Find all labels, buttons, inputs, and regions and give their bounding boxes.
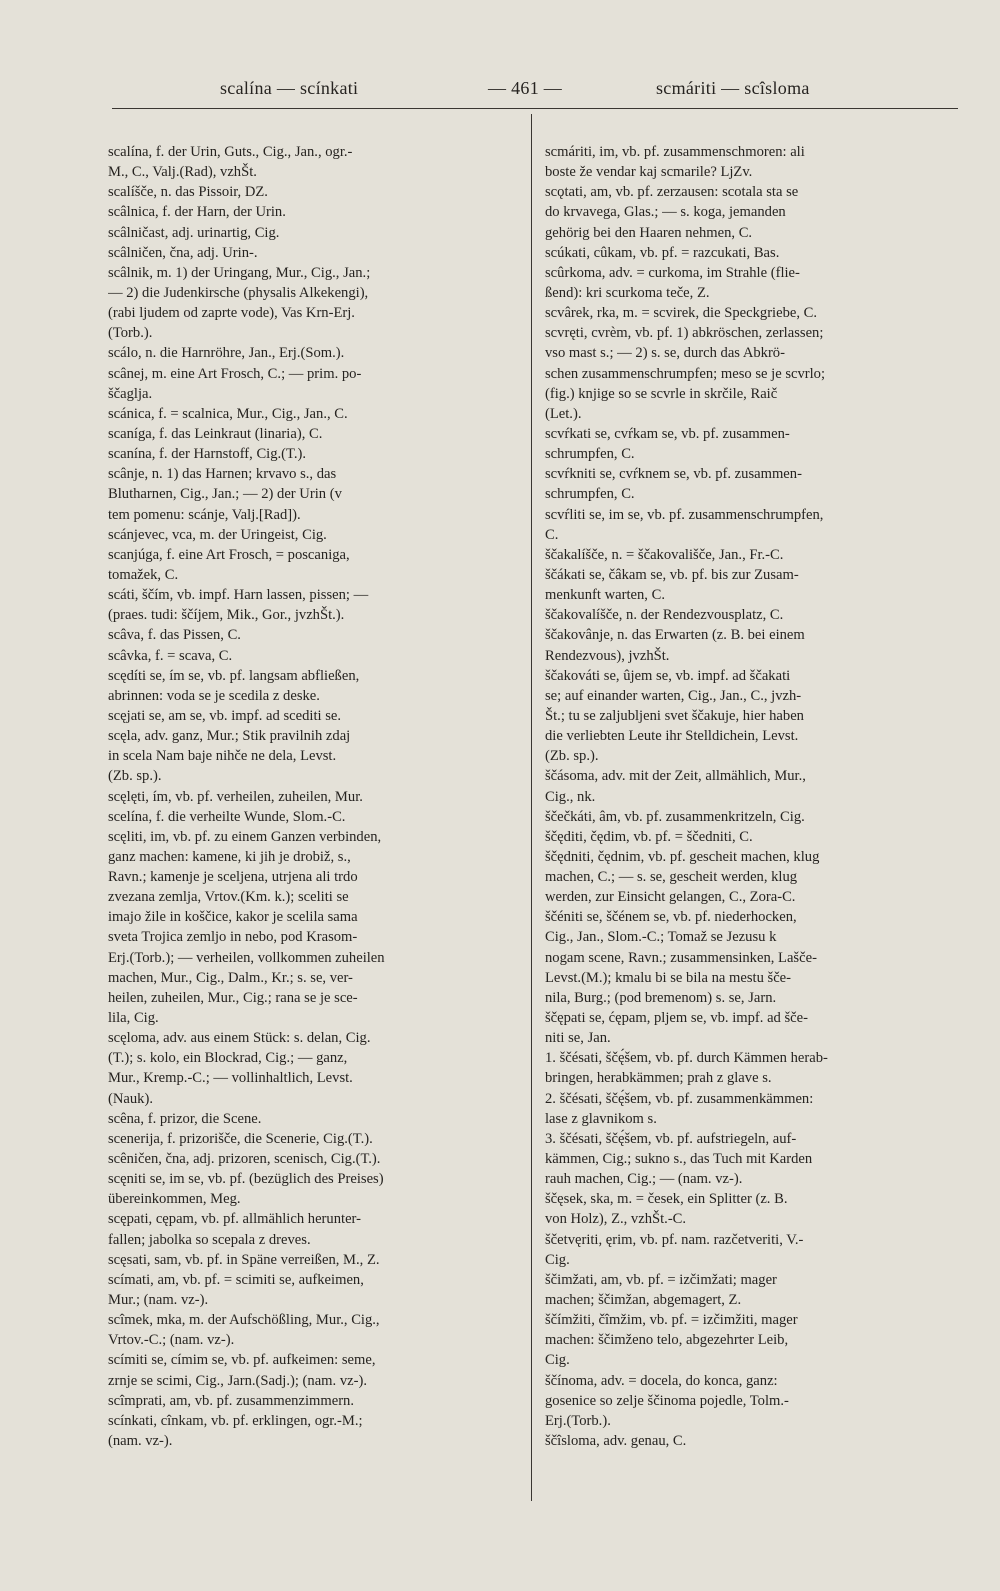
entry-line: ščásoma, adv. mit der Zeit, allmählich, Mur., xyxy=(545,768,806,785)
entry-line: schen zusammenschrumpfen; meso se je scvrlo; xyxy=(545,365,826,382)
left-column xyxy=(108,142,516,1451)
entry-line: die verliebten Leute ihr Stelldichein, Levst. xyxy=(545,728,799,745)
entry-line: Levst.(M.); kmalu bi se bila na mestu šče- xyxy=(545,969,792,986)
entry-line: scúkati, cûkam, vb. pf. = razcukati, Bas. xyxy=(545,244,780,261)
entry-line: scalíšče, n. das Pissoir, DZ. xyxy=(108,184,268,201)
entry-line: heilen, zuheilen, Mur., Cig.; rana se je sce- xyxy=(108,989,358,1006)
entry-line: scâlničen, čna, adj. Urin-. xyxy=(108,244,258,261)
entry-line: machen, C.; — s. se, gescheit werden, klug xyxy=(545,869,798,886)
entry-line: ščakalíšče, n. = ščakovališče, Jan., Fr.-C. xyxy=(545,546,784,563)
entry-line: Vrtov.-C.; (nam. vz-). xyxy=(108,1332,235,1349)
entry-line: scvŕliti se, im se, vb. pf. zusammenschrumpfen, xyxy=(545,506,824,523)
entry-line: scanína, f. der Harnstoff, Cig.(T.). xyxy=(108,446,307,463)
running-header xyxy=(112,78,958,104)
entry-line: Blutharnen, Cig., Jan.; — 2) der Urin (v xyxy=(108,486,342,503)
entry-line: (Torb.). xyxy=(108,325,153,342)
entry-line: scępati, cępam, vb. pf. allmählich herunter- xyxy=(108,1211,361,1228)
entry-line: — 2) die Judenkirsche (physalis Alkekengi), xyxy=(108,284,369,301)
entry-line: boste že vendar kaj scmarile? LjZv. xyxy=(545,164,753,181)
entry-line: scvŕkniti se, cvŕknem se, vb. pf. zusammen- xyxy=(545,466,802,483)
entry-line: ščéniti se, ščénem se, vb. pf. niederhocken, xyxy=(545,909,797,926)
entry-line: ščęsek, ska, m. = česek, ein Splitter (z. B. xyxy=(545,1191,788,1208)
page-number: — 461 — xyxy=(488,78,563,98)
entry-line: Mur.; (nam. vz-). xyxy=(108,1292,209,1309)
entry-line: menkunft warten, C. xyxy=(545,587,665,604)
entry-line: scęla, adv. ganz, Mur.; Stik pravilnih zdaj xyxy=(108,728,351,745)
entry-line: zrnje se scimi, Cig., Jarn.(Sadj.); (nam. vz-). xyxy=(108,1372,367,1389)
entry-line: Rendezvous), jvzhŠt. xyxy=(545,647,670,664)
entry-line: scęniti se, im se, vb. pf. (bezüglich des Preises) xyxy=(108,1171,384,1188)
entry-line: tem pomenu: scánje, Valj.[Rad]). xyxy=(108,506,301,523)
entry-line: (praes. tudi: ščíjem, Mik., Gor., jvzhŠt.). xyxy=(108,607,345,624)
entry-line: lase z glavnikom s. xyxy=(545,1110,657,1127)
entry-line: scvârek, rka, m. = scvirek, die Speckgriebe, C. xyxy=(545,305,818,322)
entry-line: scalína, f. der Urin, Guts., Cig., Jan., ogr.- xyxy=(108,144,353,160)
entry-line: scânej, m. eine Art Frosch, C.; — prim. po- xyxy=(108,365,362,382)
entry-line: ščęditi, čędim, vb. pf. = ščedniti, C. xyxy=(545,828,753,845)
entry-line: rauh machen, Cig.; — (nam. vz-). xyxy=(545,1171,743,1188)
entry-line: scęsati, sam, vb. pf. in Späne verreißen, M., Z. xyxy=(108,1251,380,1268)
entry-line: scâlničast, adj. urinartig, Cig. xyxy=(108,224,280,241)
entry-line: machen; ščimžan, abgemagert, Z. xyxy=(545,1292,742,1309)
entry-line: Št.; tu se zaljubljeni svet ščakuje, hier haben xyxy=(545,707,804,724)
entry-line: scęliti, im, vb. pf. zu einem Ganzen verbinden, xyxy=(108,828,382,845)
entry-line: (rabi ljudem od zaprte vode), Vas Krn-Erj. xyxy=(108,305,355,322)
entry-line: vso mast s.; — 2) s. se, durch das Abkrö- xyxy=(545,345,785,362)
entry-line: ščaglja. xyxy=(108,385,153,402)
entry-line: Ravn.; kamenje je sceljena, utrjena ali trdo xyxy=(108,869,358,886)
entry-line: scaníga, f. das Leinkraut (linaria), C. xyxy=(108,425,323,442)
entry-line: scânje, n. 1) das Harnen; krvavo s., das xyxy=(108,466,337,483)
entry-line: ščępati se, ćępam, pljem se, vb. impf. ad šče- xyxy=(545,1010,809,1027)
entry-line: übereinkommen, Meg. xyxy=(108,1191,241,1208)
entry-line: scêna, f. prizor, die Scene. xyxy=(108,1110,262,1127)
entry-line: 3. ščésati, ščę́šem, vb. pf. aufstriegeln, auf- xyxy=(545,1130,797,1147)
entry-line: ščínoma, adv. = docela, do konca, ganz: xyxy=(545,1372,778,1389)
entry-line: tomažek, C. xyxy=(108,566,179,583)
entry-line: (Zb. sp.). xyxy=(108,768,162,785)
entry-line: scâva, f. das Pissen, C. xyxy=(108,627,241,644)
entry-line: ščakovalíšče, n. der Rendezvousplatz, C. xyxy=(545,607,784,624)
entry-line: schrumpfen, C. xyxy=(545,486,635,503)
entry-line: (Zb. sp.). xyxy=(545,748,599,765)
entry-line: scánjevec, vca, m. der Uringeist, Cig. xyxy=(108,526,327,543)
entry-line: lila, Cig. xyxy=(108,1010,159,1027)
entry-line: Cig., Jan., Slom.-C.; Tomaž se Jezusu k xyxy=(545,929,777,946)
entry-line: scûrkoma, adv. = curkoma, im Strahle (flie- xyxy=(545,264,800,281)
entry-line: Cig., nk. xyxy=(545,788,596,805)
entry-line: scędíti se, ím se, vb. pf. langsam abfließen, xyxy=(108,667,360,684)
entry-line: M., C., Valj.(Rad), vzhŠt. xyxy=(108,164,257,181)
right-column xyxy=(545,142,963,1451)
entry-line: do krvavega, Glas.; — s. koga, jemanden xyxy=(545,204,786,221)
entry-line: scęloma, adv. aus einem Stück: s. delan, Cig. xyxy=(108,1030,371,1047)
entry-line: ščimžati, am, vb. pf. = izčimžati; mager xyxy=(545,1271,777,1288)
entry-line: von Holz), Z., vzhŠt.-C. xyxy=(545,1211,687,1228)
entry-line: machen: ščimženo telo, abgezehrter Leib, xyxy=(545,1332,789,1349)
entry-line: scîmprati, am, vb. pf. zusammenzimmern. xyxy=(108,1392,354,1409)
entry-line: Erj.(Torb.). xyxy=(545,1412,611,1429)
entry-line: gosenice so zelje ščinoma pojedle, Tolm.- xyxy=(545,1392,789,1409)
entry-line: ščakovânje, n. das Erwarten (z. B. bei einem xyxy=(545,627,805,644)
entry-line: C. xyxy=(545,526,559,543)
entry-line: scáti, ščím, vb. impf. Harn lassen, pissen; — xyxy=(108,587,369,604)
entry-line: zvezana zemlja, Vrtov.(Km. k.); sceliti se xyxy=(108,889,349,906)
entry-line: scenerija, f. prizorišče, die Scenerie, Cig.(T.). xyxy=(108,1130,373,1147)
entry-line: scmáriti, im, vb. pf. zusammenschmoren: ali xyxy=(545,144,805,160)
entry-line: imajo žile in koščice, kakor je scelila sama xyxy=(108,909,358,926)
entry-line: scímiti se, címim se, vb. pf. aufkeimen: seme, xyxy=(108,1352,376,1369)
entry-line: Erj.(Torb.); — verheilen, vollkommen zuheilen xyxy=(108,949,385,966)
entry-line: nogam scene, Ravn.; zusammensinken, Lašče- xyxy=(545,949,817,966)
entry-line: kämmen, Cig.; sukno s., das Tuch mit Karden xyxy=(545,1151,813,1168)
entry-line: scâlnik, m. 1) der Uringang, Mur., Cig., Jan.; xyxy=(108,264,371,281)
header-rule xyxy=(112,108,958,109)
entry-line: (nam. vz-). xyxy=(108,1433,173,1449)
header-left-guide-word: scalína — scínkati xyxy=(220,78,359,98)
entry-line: bringen, herabkämmen; prah z glave s. xyxy=(545,1070,772,1087)
entry-line: scelína, f. die verheilte Wunde, Slom.-C. xyxy=(108,808,346,825)
entry-line: scêničen, čna, adj. prizoren, scenisch, Cig.(T.). xyxy=(108,1151,381,1168)
entry-line: scęjati se, am se, vb. impf. ad scediti se. xyxy=(108,707,342,724)
header-right-guide-word: scmáriti — scîsloma xyxy=(656,78,810,98)
entry-line: machen, Mur., Cig., Dalm., Kr.; s. se, ver- xyxy=(108,969,353,986)
entry-line: (T.); s. kolo, ein Blockrad, Cig.; — ganz, xyxy=(108,1050,348,1067)
entry-line: scęlęti, ím, vb. pf. verheilen, zuheilen, Mur. xyxy=(108,788,363,805)
entry-line: scǫtati, am, vb. pf. zerzausen: scotala sta se xyxy=(545,184,799,201)
entry-line: in scela Nam baje nihče ne dela, Levst. xyxy=(108,748,337,765)
entry-line: fallen; jabolka so scepala z dreves. xyxy=(108,1231,311,1248)
entry-line: nila, Burg.; (pod bremenom) s. se, Jarn. xyxy=(545,989,777,1006)
column-divider xyxy=(531,114,532,1501)
entry-line: scîmek, mka, m. der Aufschößling, Mur., Cig., xyxy=(108,1312,380,1329)
entry-line: ščákati se, čâkam se, vb. pf. bis zur Zusam- xyxy=(545,566,799,583)
entry-line: werden, zur Einsicht gelangen, C., Zora-C. xyxy=(545,889,796,906)
entry-line: ščędniti, čędnim, vb. pf. gescheit machen, klug xyxy=(545,848,820,865)
entry-line: 1. ščésati, ščę́šem, vb. pf. durch Kämmen herab- xyxy=(545,1050,828,1067)
entry-line: ščečkáti, âm, vb. pf. zusammenkritzeln, Cig. xyxy=(545,808,805,825)
entry-line: scvręti, cvrèm, vb. pf. 1) abkröschen, zerlassen; xyxy=(545,325,824,342)
entry-line: ščakováti se, ûjem se, vb. impf. ad ščakati xyxy=(545,667,791,684)
entry-line: (Nauk). xyxy=(108,1090,153,1107)
entry-line: Mur., Kremp.-C.; — vollinhaltlich, Levst. xyxy=(108,1070,353,1087)
entry-line: ganz machen: kamene, ki jih je drobiž, s., xyxy=(108,848,351,865)
entry-line: schrumpfen, C. xyxy=(545,446,635,463)
entry-line: (fig.) knjige so se scvrle in skrčile, Raič xyxy=(545,385,778,402)
entry-line: 2. ščésati, ščę́šem, vb. pf. zusammenkämmen: xyxy=(545,1090,814,1107)
entry-line: abrinnen: voda se je scedila z deske. xyxy=(108,687,320,704)
entry-line: scálo, n. die Harnröhre, Jan., Erj.(Som.). xyxy=(108,345,345,362)
entry-line: Cig. xyxy=(545,1352,570,1369)
entry-line: scímati, am, vb. pf. = scimiti se, aufkeimen, xyxy=(108,1271,364,1288)
entry-line: se; auf einander warten, Cig., Jan., C., jvzh- xyxy=(545,687,802,704)
entry-line: sveta Trojica zemljo in nebo, pod Krasom- xyxy=(108,929,358,946)
entry-line: scanjúga, f. eine Art Frosch, = poscaniga, xyxy=(108,546,350,563)
entry-line: scâvka, f. = scava, C. xyxy=(108,647,233,664)
entry-line: niti se, Jan. xyxy=(545,1030,611,1047)
entry-line: Cig. xyxy=(545,1251,570,1268)
entry-line: gehörig bei den Haaren nehmen, C. xyxy=(545,224,753,241)
entry-line: (Let.). xyxy=(545,405,582,422)
entry-line: scvŕkati se, cvŕkam se, vb. pf. zusammen- xyxy=(545,425,790,442)
entry-line: ščîsloma, adv. genau, C. xyxy=(545,1433,687,1449)
entry-line: scâlnica, f. der Harn, der Urin. xyxy=(108,204,286,221)
entry-line: ščetvęriti, ęrim, vb. pf. nam. razčetveriti, V.- xyxy=(545,1231,804,1248)
entry-line: ßend): kri scurkoma teče, Z. xyxy=(545,284,710,301)
entry-line: scínkati, cînkam, vb. pf. erklingen, ogr.-M.; xyxy=(108,1412,363,1429)
entry-line: scánica, f. = scalnica, Mur., Cig., Jan., C. xyxy=(108,405,348,422)
entry-line: ščímžiti, čîmžim, vb. pf. = izčimžiti, mager xyxy=(545,1312,798,1329)
